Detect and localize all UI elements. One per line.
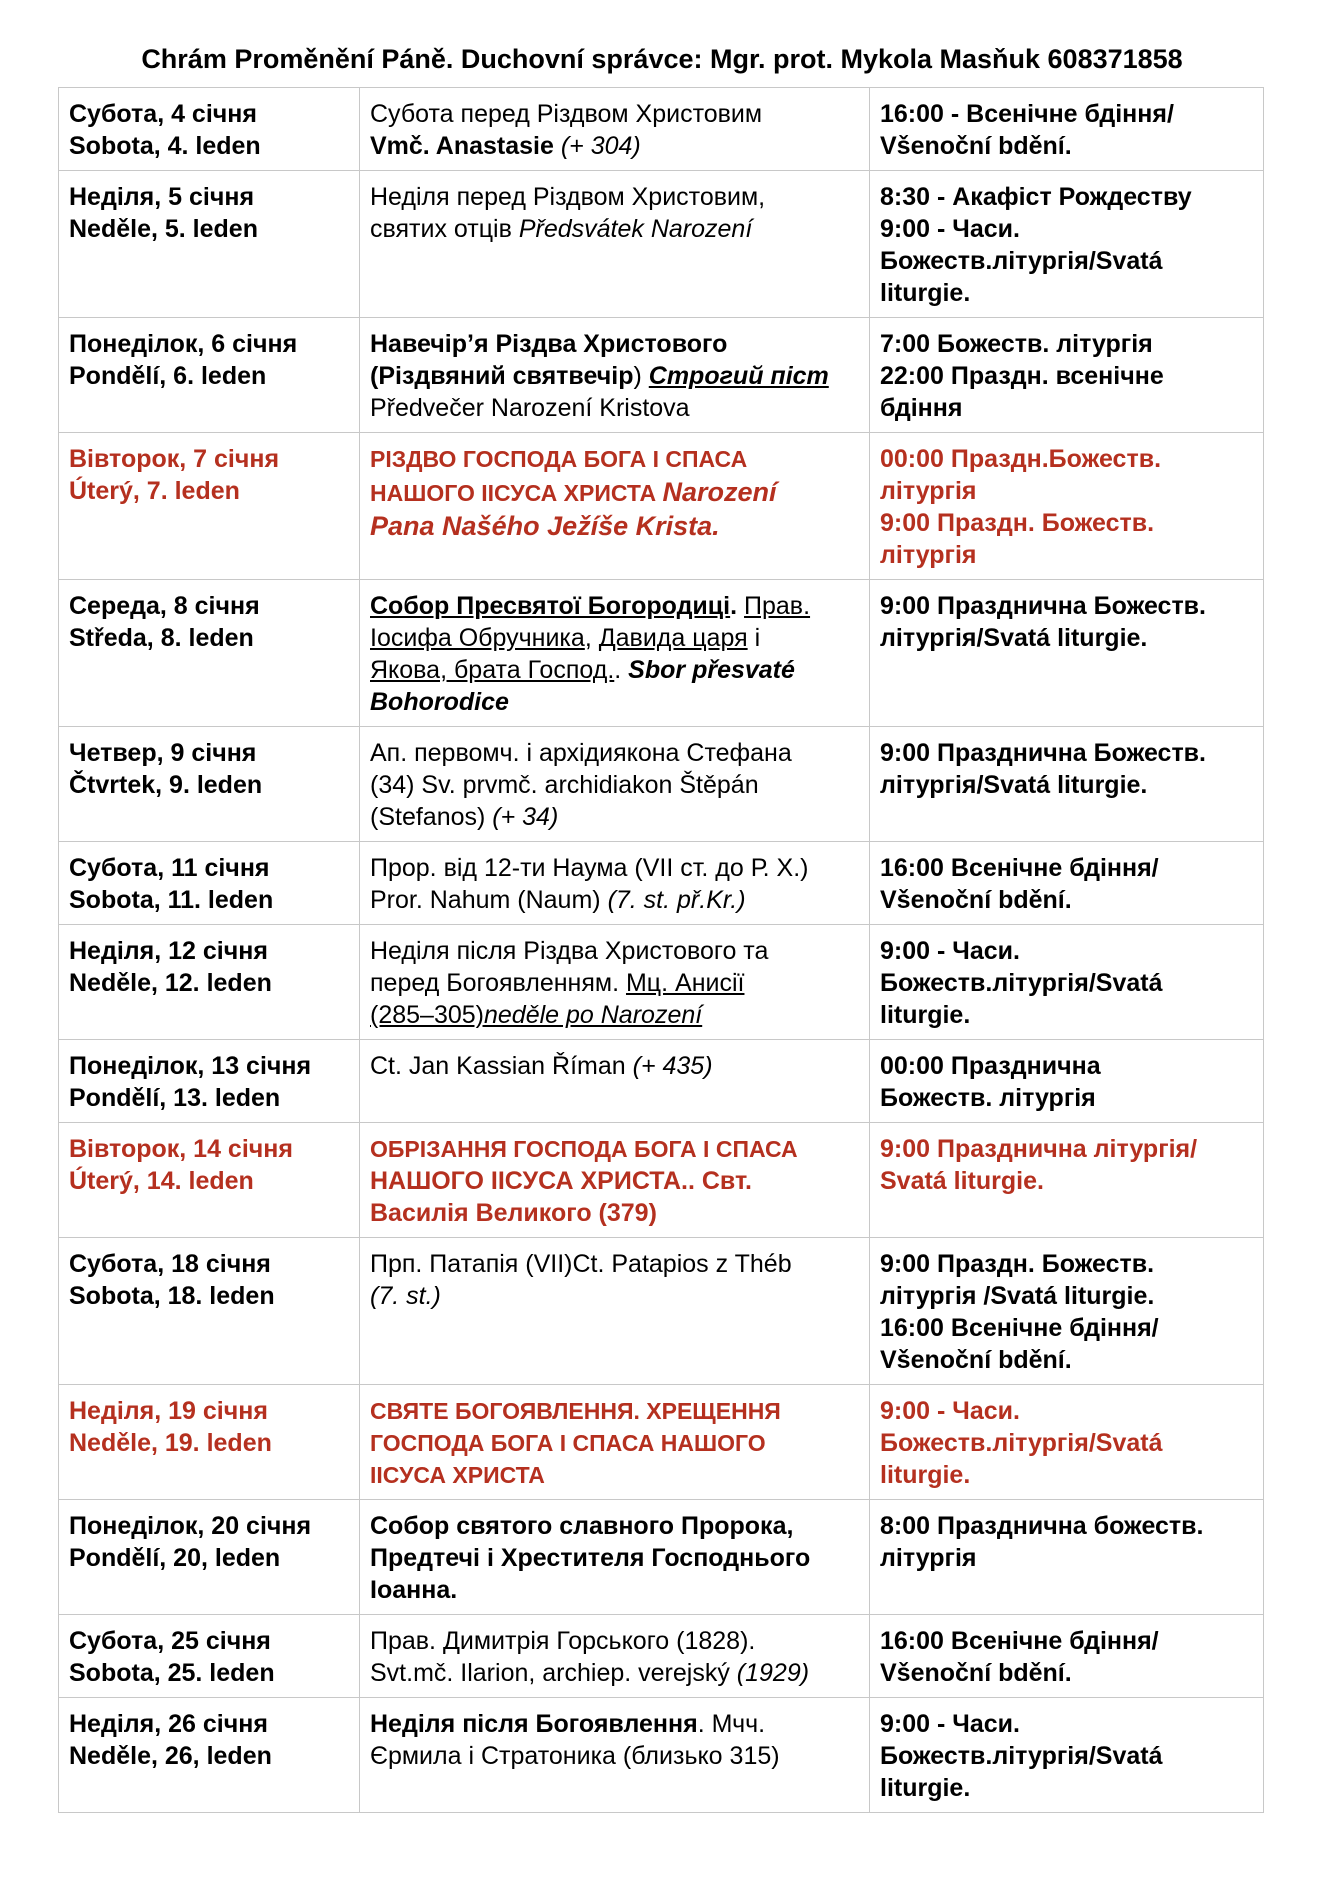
description-line	[370, 213, 859, 245]
description-text: (Stefanos)	[370, 803, 493, 831]
date-czech: Neděle, 5. leden	[69, 215, 258, 243]
service-line: 9:00 - Часи.	[880, 1710, 1020, 1738]
services-cell	[870, 1123, 1264, 1238]
description-line	[370, 130, 859, 162]
description-line	[370, 181, 859, 213]
description-text: РІЗДВО ГОСПОДА БОГА І СПАСА	[370, 446, 748, 472]
description-line	[370, 1542, 859, 1574]
service-line: літургія	[880, 541, 977, 569]
schedule-row	[59, 1238, 1264, 1385]
service-line: 9:00 - Часи.	[880, 215, 1020, 243]
schedule-row	[59, 842, 1264, 925]
description-text: Bohorodice	[370, 688, 509, 716]
feast-description-cell	[360, 1040, 870, 1123]
date-cell	[59, 1123, 360, 1238]
date-ukrainian: Неділя, 19 січня	[69, 1397, 268, 1425]
description-text: Pror. Nahum (Naum)	[370, 886, 608, 914]
description-text: Собор Пресвятої Богородиці	[370, 592, 731, 620]
service-line: Божеств. літургія	[880, 1084, 1096, 1112]
services-cell	[870, 580, 1264, 727]
service-line: 9:00 - Часи.	[880, 937, 1020, 965]
description-text: СВЯТЕ БОГОЯВЛЕННЯ. ХРЕЩЕННЯ	[370, 1398, 781, 1424]
date-czech: Sobota, 4. leden	[69, 132, 261, 160]
schedule-table	[58, 87, 1264, 1813]
description-text: ІІСУСА ХРИСТА	[370, 1462, 545, 1488]
date-ukrainian: Субота, 18 січня	[69, 1250, 271, 1278]
description-line	[370, 852, 859, 884]
services-cell	[870, 1615, 1264, 1698]
schedule-row	[59, 1698, 1264, 1813]
service-line: 16:00 Всенічне бдіння/	[880, 1627, 1159, 1655]
date-czech: Středa, 8. leden	[69, 624, 254, 652]
date-czech: Neděle, 12. leden	[69, 969, 272, 997]
feast-description-cell	[360, 580, 870, 727]
service-line: 9:00 Празднична Божеств.	[880, 592, 1207, 620]
services-cell	[870, 88, 1264, 171]
description-line	[370, 392, 859, 424]
schedule-row	[59, 1123, 1264, 1238]
description-line	[370, 769, 859, 801]
description-text: Навечір’я Різдва Христового	[370, 330, 728, 358]
description-text: Прп. Патапія (VII)Ct. Patapios z Théb	[370, 1250, 792, 1278]
description-text: Прор. від 12-ти Наума (VII ст. до Р. Х.)	[370, 854, 809, 882]
date-cell	[59, 171, 360, 318]
description-line	[370, 1395, 859, 1427]
feast-description-cell	[360, 925, 870, 1040]
description-text: Василія Великого (379)	[370, 1199, 657, 1227]
date-cell	[59, 1385, 360, 1500]
description-line	[370, 1740, 859, 1772]
service-line: Všenoční bdění.	[880, 886, 1072, 914]
date-ukrainian: Неділя, 12 січня	[69, 937, 268, 965]
description-line	[370, 1574, 859, 1606]
description-line	[370, 1248, 859, 1280]
description-line	[370, 686, 859, 718]
schedule-row	[59, 318, 1264, 433]
description-text: Неділя перед Різдвом Христовим,	[370, 183, 766, 211]
date-ukrainian: Середа, 8 січня	[69, 592, 260, 620]
services-cell	[870, 1040, 1264, 1123]
description-line	[370, 1510, 859, 1542]
date-cell	[59, 925, 360, 1040]
description-text: Собор святого славного Пророка,	[370, 1512, 794, 1540]
feast-description-cell	[360, 1238, 870, 1385]
description-line	[370, 590, 859, 622]
page-title: Chrám Proměnění Páně. Duchovní správce: Mgr. prot. Mykola Masňuk 608371858	[141, 44, 1183, 74]
description-text: ОБРІЗАННЯ ГОСПОДА БОГА І СПАСА	[370, 1136, 798, 1162]
service-line: Божеств.літургія/Svatá	[880, 247, 1163, 275]
description-text: Іоанна.	[370, 1576, 458, 1604]
date-cell	[59, 88, 360, 171]
date-cell	[59, 842, 360, 925]
description-text: ,	[584, 624, 599, 652]
date-ukrainian: Неділя, 5 січня	[69, 183, 255, 211]
services-cell	[870, 171, 1264, 318]
description-text: святих отців	[370, 215, 519, 243]
description-text: ГОСПОДА БОГА І СПАСА НАШОГО	[370, 1430, 766, 1456]
description-text: Ct. Jan Kassian Říman	[370, 1052, 633, 1080]
schedule-row	[59, 925, 1264, 1040]
description-line	[370, 884, 859, 916]
service-line: 9:00 Праздн. Божеств.	[880, 1250, 1155, 1278]
service-line: liturgie.	[880, 1461, 971, 1489]
schedule-row	[59, 1040, 1264, 1123]
schedule-row	[59, 433, 1264, 580]
description-line	[370, 360, 859, 392]
description-text: НАШОГО ІІСУСА ХРИСТА	[370, 480, 663, 506]
description-line	[370, 509, 859, 543]
service-line: 7:00 Божеств. літургія	[880, 330, 1153, 358]
services-cell	[870, 433, 1264, 580]
service-line: Všenoční bdění.	[880, 1346, 1072, 1374]
description-text: (7. st.)	[370, 1282, 441, 1310]
date-czech: Pondělí, 20, leden	[69, 1544, 281, 1572]
description-line	[370, 967, 859, 999]
service-line: Všenoční bdění.	[880, 132, 1072, 160]
description-text: Мц. Анисії	[625, 969, 745, 997]
services-cell	[870, 1238, 1264, 1385]
description-line	[370, 999, 859, 1031]
description-line	[370, 1133, 859, 1165]
service-line: 9:00 - Часи.	[880, 1397, 1020, 1425]
description-text: Předvečer Narození Kristova	[370, 394, 690, 422]
description-text: Прав.	[744, 592, 811, 620]
date-cell	[59, 1698, 360, 1813]
service-line: літургія /Svatá liturgie.	[880, 1282, 1155, 1310]
feast-description-cell	[360, 1385, 870, 1500]
date-czech: Pondělí, 6. leden	[69, 362, 267, 390]
feast-description-cell	[360, 318, 870, 433]
schedule-body	[59, 88, 1264, 1813]
description-line	[370, 328, 859, 360]
service-line: 00:00 Праздн.Божеств.	[880, 445, 1162, 473]
date-cell	[59, 580, 360, 727]
description-text: Ап. первомч. і архідиякона Стефана	[370, 739, 792, 767]
date-ukrainian: Понеділок, 20 січня	[69, 1512, 312, 1540]
date-czech: Úterý, 14. leden	[69, 1167, 254, 1195]
date-cell	[59, 1238, 360, 1385]
description-text: (1929)	[736, 1659, 810, 1687]
description-line	[370, 1280, 859, 1312]
date-czech: Sobota, 25. leden	[69, 1659, 275, 1687]
service-line: 8:30 - Акафіст Рождеству	[880, 183, 1192, 211]
date-cell	[59, 727, 360, 842]
service-line: 9:00 Праздн. Божеств.	[880, 509, 1155, 537]
feast-description-cell	[360, 88, 870, 171]
service-line: Божеств.літургія/Svatá	[880, 1742, 1163, 1770]
description-line	[370, 737, 859, 769]
schedule-row	[59, 1500, 1264, 1615]
description-line	[370, 1427, 859, 1459]
schedule-row	[59, 171, 1264, 318]
description-line	[370, 654, 859, 686]
description-text: )	[633, 362, 649, 390]
date-ukrainian: Субота, 4 січня	[69, 100, 257, 128]
date-cell	[59, 318, 360, 433]
service-line: 22:00 Праздн. всенічне	[880, 362, 1164, 390]
description-text: Строгий піст	[648, 362, 829, 390]
services-cell	[870, 1385, 1264, 1500]
schedule-row	[59, 580, 1264, 727]
description-text: neděle po Narození	[483, 1001, 703, 1029]
service-line: 16:00 Всенічне бдіння/	[880, 854, 1159, 882]
date-ukrainian: Субота, 25 січня	[69, 1627, 271, 1655]
service-line: 8:00 Празднична божеств.	[880, 1512, 1204, 1540]
description-text: Svt.mč. Ilarion, archiep. verejský	[370, 1659, 737, 1687]
description-line	[370, 622, 859, 654]
description-text: Неділя після Богоявлення	[370, 1710, 698, 1738]
services-cell	[870, 842, 1264, 925]
description-line	[370, 443, 859, 475]
service-line: 9:00 Празднична Божеств.	[880, 739, 1207, 767]
service-line: 00:00 Празднична	[880, 1052, 1101, 1080]
date-ukrainian: Субота, 11 січня	[69, 854, 270, 882]
services-cell	[870, 1698, 1264, 1813]
date-czech: Neděle, 19. leden	[69, 1429, 272, 1457]
description-line	[370, 1165, 859, 1197]
description-text: .	[730, 592, 745, 620]
service-line: 16:00 Всенічне бдіння/	[880, 1314, 1159, 1342]
description-text: Іосифа Обручника	[370, 624, 585, 652]
description-line	[370, 475, 859, 509]
description-text: Прав. Димитрія Горського (1828).	[370, 1627, 756, 1655]
description-text: Pana Našého Ježíše Krista.	[370, 511, 720, 541]
description-text: (34) Sv. prvmč. archidiakon Štěpán	[370, 771, 759, 799]
description-line	[370, 1050, 859, 1082]
description-text: .	[614, 656, 629, 684]
date-cell	[59, 1040, 360, 1123]
date-cell	[59, 1615, 360, 1698]
service-line: бдіння	[880, 394, 963, 422]
date-ukrainian: Четвер, 9 січня	[69, 739, 257, 767]
description-line	[370, 1625, 859, 1657]
service-line: літургія	[880, 477, 977, 505]
date-ukrainian: Понеділок, 6 січня	[69, 330, 298, 358]
service-line: 16:00 - Всенічне бдіння/	[880, 100, 1174, 128]
service-line: літургія/Svatá liturgie.	[880, 771, 1148, 799]
description-text: Sbor přesvaté	[628, 656, 795, 684]
description-text: і	[747, 624, 761, 652]
feast-description-cell	[360, 1615, 870, 1698]
date-czech: Úterý, 7. leden	[69, 477, 240, 505]
date-czech: Sobota, 11. leden	[69, 886, 274, 914]
service-line: liturgie.	[880, 1001, 971, 1029]
service-line: Божеств.літургія/Svatá	[880, 969, 1163, 997]
description-text: Předsvátek Narození	[518, 215, 753, 243]
schedule-row	[59, 1615, 1264, 1698]
services-cell	[870, 925, 1264, 1040]
description-text: (+ 435)	[632, 1052, 713, 1080]
description-text: Якова, брата Господ.	[370, 656, 615, 684]
service-line: liturgie.	[880, 279, 971, 307]
schedule-row	[59, 727, 1264, 842]
schedule-row	[59, 1385, 1264, 1500]
services-cell	[870, 318, 1264, 433]
feast-description-cell	[360, 433, 870, 580]
service-line: Божеств.літургія/Svatá	[880, 1429, 1163, 1457]
date-ukrainian: Вівторок, 7 січня	[69, 445, 280, 473]
feast-description-cell	[360, 171, 870, 318]
description-text: Неділя після Різдва Христового та	[370, 937, 769, 965]
date-ukrainian: Вівторок, 14 січня	[69, 1135, 293, 1163]
description-text: Давида царя	[598, 624, 748, 652]
description-text: (Різдвяний святвечір	[370, 362, 634, 390]
service-line: liturgie.	[880, 1774, 971, 1802]
description-line	[370, 801, 859, 833]
description-line	[370, 1197, 859, 1229]
description-text: (7. st. př.Kr.)	[607, 886, 746, 914]
schedule-row	[59, 88, 1264, 171]
description-text: Предтечі і Хрестителя Господнього	[370, 1544, 811, 1572]
feast-description-cell	[360, 1500, 870, 1615]
service-line: Všenoční bdění.	[880, 1659, 1072, 1687]
description-line	[370, 1708, 859, 1740]
description-text: . Мчч.	[697, 1710, 766, 1738]
description-line	[370, 98, 859, 130]
date-cell	[59, 1500, 360, 1615]
description-line	[370, 1459, 859, 1491]
feast-description-cell	[360, 1123, 870, 1238]
description-text: перед Богоявленням.	[370, 969, 626, 997]
description-text: НАШОГО ІІСУСА ХРИСТА.. Свт.	[370, 1167, 752, 1195]
description-line	[370, 1657, 859, 1689]
date-ukrainian: Понеділок, 13 січня	[69, 1052, 312, 1080]
feast-description-cell	[360, 727, 870, 842]
description-text: (+ 304)	[553, 132, 641, 160]
feast-description-cell	[360, 1698, 870, 1813]
service-line: Svatá liturgie.	[880, 1167, 1044, 1195]
services-cell	[870, 727, 1264, 842]
description-text: Єрмила і Стратоника (близько 315)	[370, 1742, 780, 1770]
description-text: (285–305)	[370, 1001, 484, 1029]
service-line: 9:00 Празднична літургія/	[880, 1135, 1198, 1163]
description-text: Narození	[662, 477, 777, 507]
date-ukrainian: Неділя, 26 січня	[69, 1710, 268, 1738]
service-line: літургія/Svatá liturgie.	[880, 624, 1148, 652]
description-text: Vmč. Anastasie	[370, 132, 554, 160]
date-czech: Pondělí, 13. leden	[69, 1084, 281, 1112]
services-cell	[870, 1500, 1264, 1615]
description-text: Субота перед Різдвом Христовим	[370, 100, 763, 128]
date-czech: Čtvrtek, 9. leden	[69, 771, 263, 799]
date-cell	[59, 433, 360, 580]
feast-description-cell	[360, 842, 870, 925]
service-line: літургія	[880, 1544, 977, 1572]
date-czech: Sobota, 18. leden	[69, 1282, 275, 1310]
description-line	[370, 935, 859, 967]
description-text: (+ 34)	[492, 803, 559, 831]
date-czech: Neděle, 26, leden	[69, 1742, 272, 1770]
